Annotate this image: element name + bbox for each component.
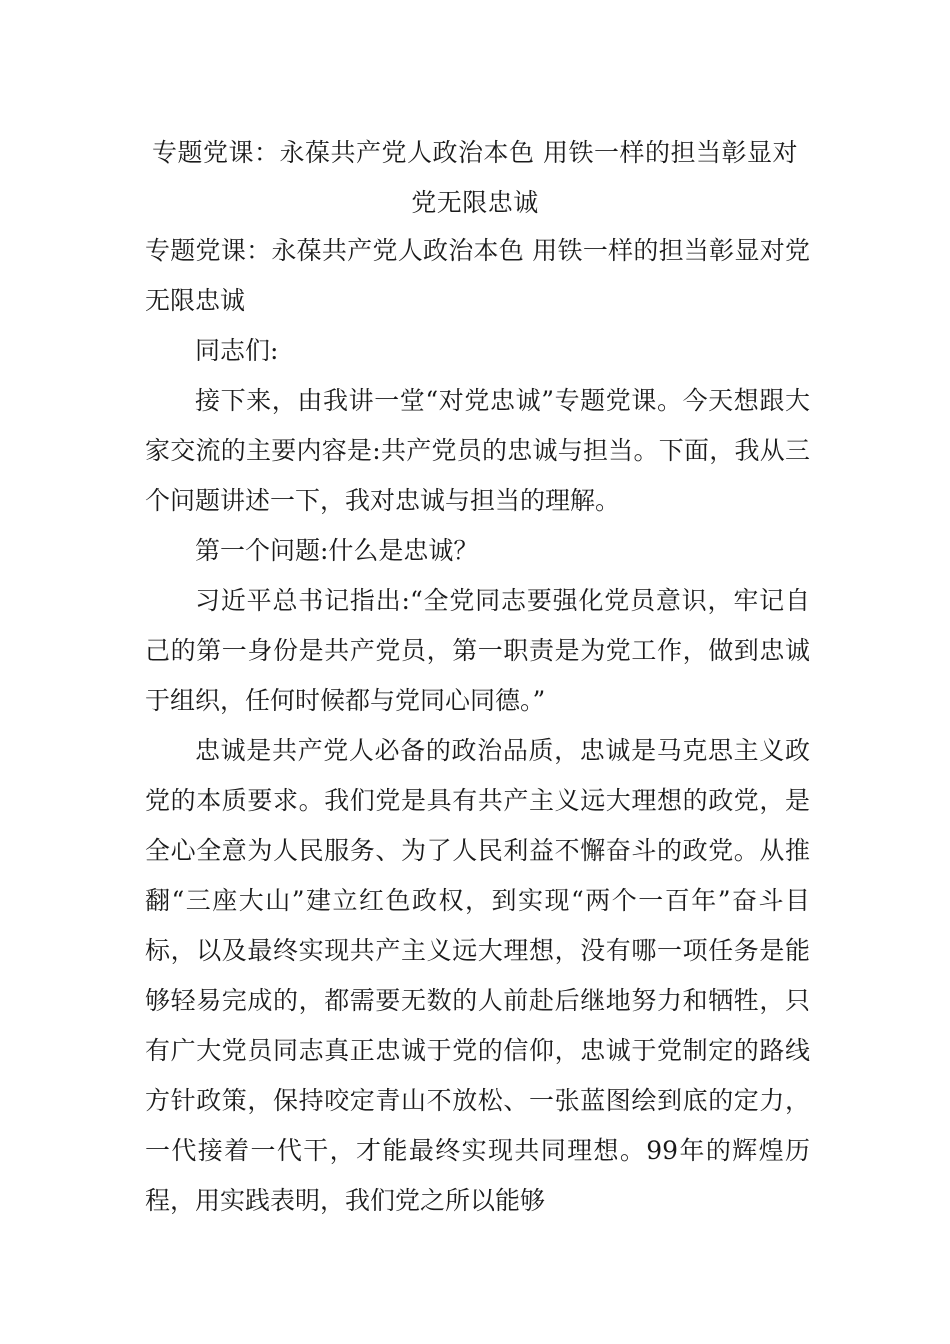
salutation-paragraph: 同志们: bbox=[195, 336, 279, 365]
section-heading-paragraph: 第一个问题:什么是忠诚？ bbox=[195, 536, 479, 565]
intro-paragraph: 接下来，由我讲一堂“对党忠诚”专题党课。今天想跟大家交流的主要内容是:共产党员的忠诚与担当。下面，我从三个问题讲述一下，我对忠诚与担当的理解。 bbox=[145, 386, 810, 515]
document-body bbox=[145, 226, 810, 1226]
repeated-title-paragraph: 专题党课：永葆共产党人政治本色 用铁一样的担当彰显对党无限忠诚 bbox=[145, 236, 810, 315]
body-paragraph: 忠诚是共产党人必备的政治品质，忠诚是马克思主义政党的本质要求。我们党是具有共产主义远大理想的政党，是全心全意为人民服务、为了人民利益不懈奋斗的政党。从推翻“三座大山”建立红色政权，到实现“两个一百年”奋斗目标，以及最终实现共产主义远大理想，没有哪一项任务是能够轻易完成的，都需要无数的人前赴后继地努力和牺牲，只有广大党员同志真正忠诚于党的信仰，忠诚于党制定的路线方针政策，保持咬定青山不放松、一张蓝图绘到底的定力，一代接着一代干，才能最终实现共同理想。99年的辉煌历程，用实践表明，我们党之所以能够 bbox=[145, 736, 810, 1215]
document-title: 专题党课：永葆共产党人政治本色 用铁一样的担当彰显对党无限忠诚 bbox=[152, 138, 798, 217]
quote-paragraph: 习近平总书记指出:“全党同志要强化党员意识，牢记自己的第一身份是共产党员，第一职责是为党工作，做到忠诚于组织，任何时候都与党同心同德。” bbox=[145, 586, 810, 715]
